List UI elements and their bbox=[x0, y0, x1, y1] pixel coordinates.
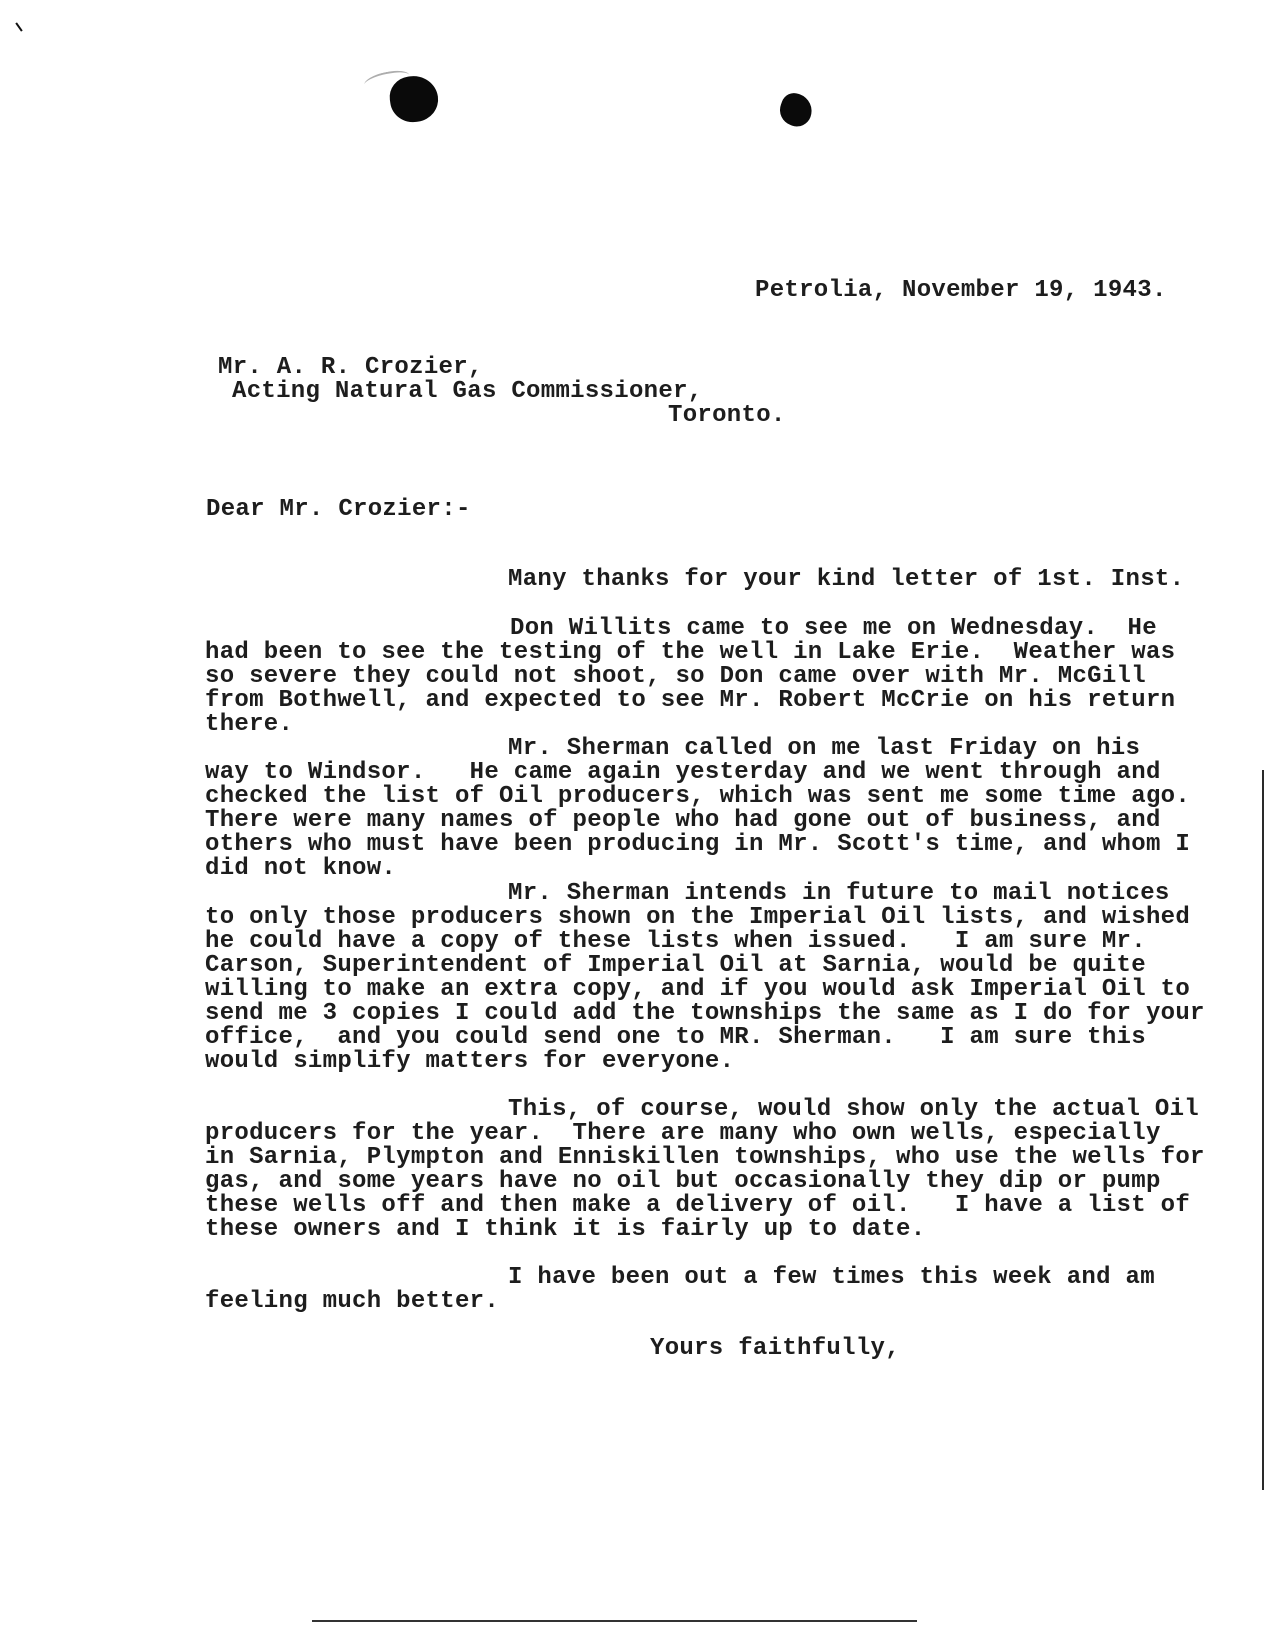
body-line: way to Windsor. He came again yesterday and we went through and bbox=[205, 759, 1161, 786]
page-edge-shadow bbox=[1262, 770, 1264, 1490]
body-line: Don Willits came to see me on Wednesday. He bbox=[510, 615, 1157, 642]
body-line: There were many names of people who had gone out of business, and bbox=[205, 807, 1161, 834]
body-line: in Sarnia, Plympton and Enniskillen townships, who use the wells for bbox=[205, 1144, 1205, 1171]
closing: Yours faithfully, bbox=[650, 1335, 900, 1362]
body-line: This, of course, would show only the actual Oil bbox=[508, 1096, 1200, 1123]
bottom-rule bbox=[312, 1620, 917, 1622]
body-line: I have been out a few times this week and am bbox=[508, 1264, 1155, 1291]
body-line: Carson, Superintendent of Imperial Oil at Sarnia, would be quite bbox=[205, 952, 1146, 979]
body-line: others who must have been producing in Mr. Scott's time, and whom I bbox=[205, 831, 1191, 858]
body-line: he could have a copy of these lists when issued. I am sure Mr. bbox=[205, 928, 1146, 955]
body-line: Mr. Sherman intends in future to mail notices bbox=[508, 880, 1170, 907]
body-line: from Bothwell, and expected to see Mr. Robert McCrie on his return bbox=[205, 687, 1176, 714]
recipient-title: Acting Natural Gas Commissioner, bbox=[232, 378, 703, 405]
salutation: Dear Mr. Crozier:- bbox=[206, 496, 471, 523]
body-line: so severe they could not shoot, so Don came over with Mr. McGill bbox=[205, 663, 1146, 690]
body-line: gas, and some years have no oil but occasionally they dip or pump bbox=[205, 1168, 1161, 1195]
body-line: willing to make an extra copy, and if you would ask Imperial Oil to bbox=[205, 976, 1191, 1003]
recipient-city: Toronto. bbox=[668, 402, 786, 429]
body-line: Many thanks for your kind letter of 1st. Inst. bbox=[508, 566, 1185, 593]
body-line: did not know. bbox=[205, 855, 397, 882]
body-line: these wells off and then make a delivery of oil. I have a list of bbox=[205, 1192, 1191, 1219]
body-line: office, and you could send one to MR. Sherman. I am sure this bbox=[205, 1024, 1146, 1051]
body-line: feeling much better. bbox=[205, 1288, 500, 1315]
body-line: checked the list of Oil producers, which was sent me some time ago. bbox=[205, 783, 1191, 810]
recipient-name: Mr. A. R. Crozier, bbox=[218, 354, 483, 381]
body-line: producers for the year. There are many who own wells, especially bbox=[205, 1120, 1161, 1147]
dateline: Petrolia, November 19, 1943. bbox=[755, 277, 1167, 304]
body-line: these owners and I think it is fairly up to date. bbox=[205, 1216, 926, 1243]
body-line: had been to see the testing of the well in Lake Erie. Weather was bbox=[205, 639, 1176, 666]
body-line: would simplify matters for everyone. bbox=[205, 1048, 735, 1075]
punch-hole-right bbox=[775, 89, 816, 130]
corner-mark bbox=[15, 22, 22, 31]
body-line: send me 3 copies I could add the townships the same as I do for your bbox=[205, 1000, 1205, 1027]
body-line: there. bbox=[205, 711, 294, 738]
body-line: to only those producers shown on the Imperial Oil lists, and wished bbox=[205, 904, 1191, 931]
body-line: Mr. Sherman called on me last Friday on his bbox=[508, 735, 1141, 762]
